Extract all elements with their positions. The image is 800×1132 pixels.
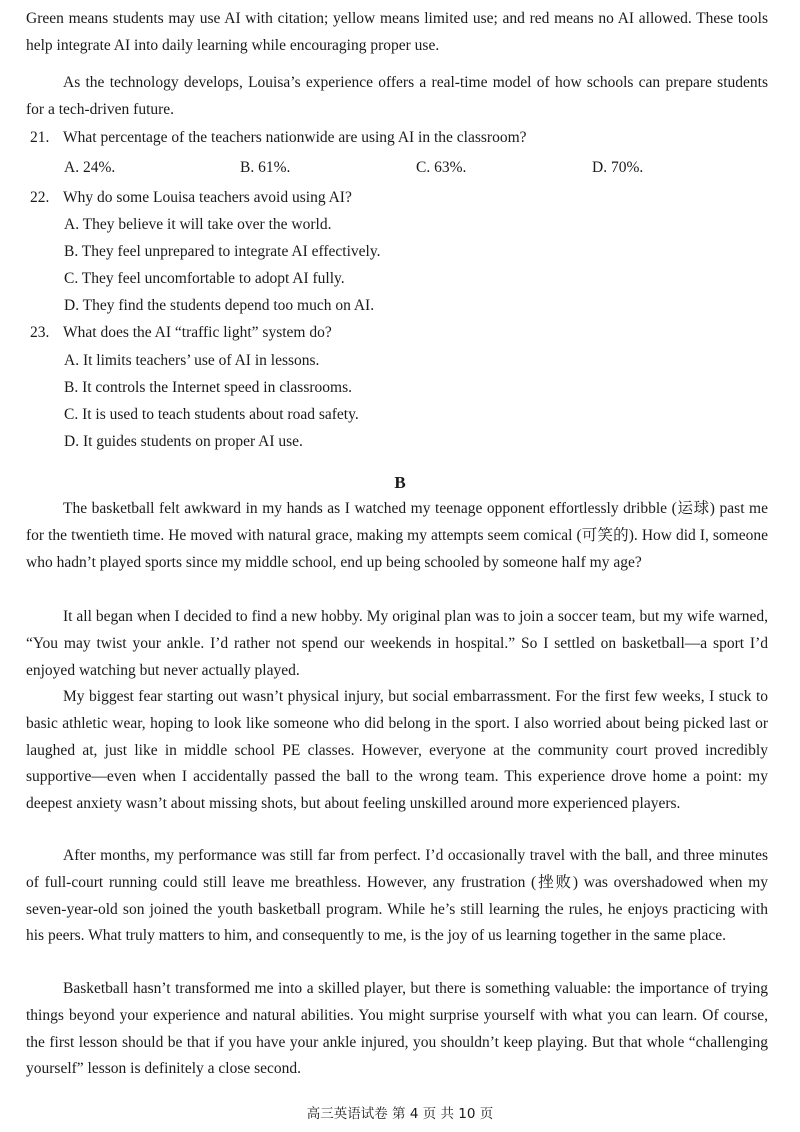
question-21-options: [64, 155, 764, 182]
passage-a-paragraph: As the technology develops, Louisa’s experience offers a real-time model of how schools can prepare students for a tech-driven future.: [26, 74, 768, 118]
passage-b-paragraph: After months, my performance was still far from perfect. I’d occasionally travel with the ball, and three minutes of full-court running could still leave me breathless. However, any frustration (挫败) was overshadowed when my seven-year-old son joined the youth basketball program. While he’s still learning the rules, he enjoys practicing with his peers. What truly matters to him, and consequently to me, is the joy of us learning together in the same place.: [26, 847, 768, 945]
question-23: [30, 320, 770, 347]
question-number: 22.: [30, 189, 50, 206]
option-d[interactable]: D. 70%.: [592, 159, 644, 176]
passage-b-paragraph: The basketball felt awkward in my hands as I watched my teenage opponent effortlessly dribble (运球) past me for the twentieth time. He moved with natural grace, making my attempts seem comical (可笑的). How did I, someone who hadn’t played sports since my middle school, end up being schooled by someone half my age?: [26, 500, 768, 571]
question-text: What percentage of the teachers nationwide are using AI in the classroom?: [63, 129, 527, 146]
question-text: Why do some Louisa teachers avoid using AI?: [63, 189, 352, 206]
option-a[interactable]: A. 24%.: [64, 159, 116, 176]
question-number: 23.: [30, 324, 50, 341]
option-d[interactable]: D. It guides students on proper AI use.: [64, 433, 303, 450]
page-footer: 高三英语试卷 第 4 页 共 10 页: [306, 1106, 494, 1122]
question-text: What does the AI “traffic light” system do?: [63, 324, 332, 341]
option-b[interactable]: B. 61%.: [240, 159, 291, 176]
passage-a-paragraph: Green means students may use AI with citation; yellow means limited use; and red means no AI allowed. These tools help integrate AI into daily learning while encouraging proper use.: [26, 10, 768, 54]
option-a[interactable]: A. They believe it will take over the world.: [64, 216, 332, 233]
passage-b-paragraph: It all began when I decided to find a new hobby. My original plan was to join a soccer team, but my wife warned, “You may twist your ankle. I’d rather not spend our weekends in hospital.” So I settled on basketball—a sport I’d enjoyed watching but never actually played.: [26, 608, 768, 679]
option-c[interactable]: C. It is used to teach students about road safety.: [64, 406, 359, 423]
option-c[interactable]: C. 63%.: [416, 159, 467, 176]
option-c[interactable]: C. They feel uncomfortable to adopt AI fully.: [64, 270, 345, 287]
question-22: [30, 185, 770, 212]
option-b[interactable]: B. It controls the Internet speed in classrooms.: [64, 379, 352, 396]
passage-b-paragraph: Basketball hasn’t transformed me into a skilled player, but there is something valuable: the importance of trying things beyond your experience and natural abilities. You might surprise yourself with what you can learn. Of course, the first lesson should be that if you have your ankle injured, you shouldn’t keep playing. But that whole “challenging yourself” lesson is definitely a close second.: [26, 980, 768, 1078]
passage-b-paragraph: My biggest fear starting out wasn’t physical injury, but social embarrassment. For the first few weeks, I stuck to basic athletic wear, hoping to look like someone who did belong in the sport. I also worried about being picked last or laughed at, just like in middle school PE classes. However, everyone at the community court proved incredibly supportive—even when I accidentally passed the ball to the wrong team. This experience drove home a point: my deepest anxiety wasn’t about missing shots, but about feeling unskilled around more experienced players.: [26, 688, 768, 813]
section-title: B: [394, 473, 406, 492]
question-21: [30, 125, 770, 152]
option-b[interactable]: B. They feel unprepared to integrate AI effectively.: [64, 243, 381, 260]
option-d[interactable]: D. They find the students depend too much on AI.: [64, 297, 375, 314]
option-a[interactable]: A. It limits teachers’ use of AI in lessons.: [64, 352, 320, 369]
question-number: 21.: [30, 129, 50, 146]
